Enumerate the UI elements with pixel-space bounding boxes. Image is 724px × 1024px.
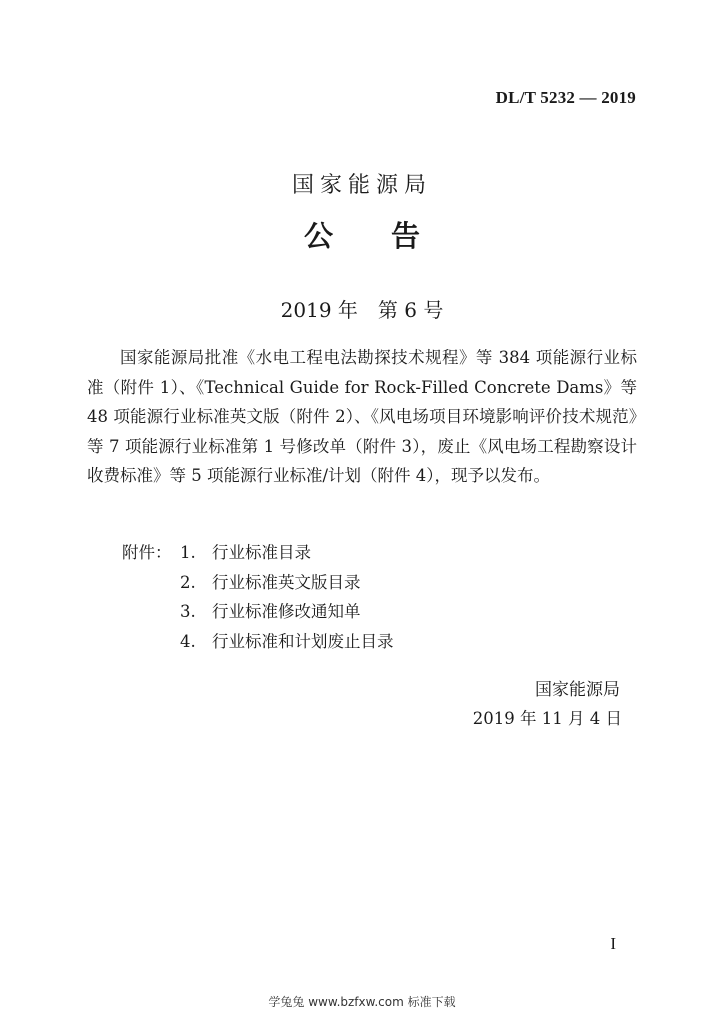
attachment-item [122, 597, 394, 627]
attachment-item [122, 568, 394, 598]
signature-date: 2019 年 11 月 4 日 [472, 709, 622, 728]
notice-title: 公告 [303, 219, 478, 253]
signature-organization: 国家能源局 [535, 680, 620, 700]
page-number: I [610, 934, 616, 953]
attachment-label: 附件： [122, 543, 172, 562]
attachment-text: 行业标准修改通知单 [212, 602, 361, 621]
attachment-list [122, 538, 394, 656]
attachment-number: 1. [180, 543, 196, 562]
issue-number: 2019 年 第 6 号 [280, 298, 444, 322]
attachment-text: 行业标准英文版目录 [212, 572, 361, 592]
attachment-text: 行业标准目录 [212, 543, 311, 562]
attachment-item [122, 538, 394, 568]
attachment-number: 2. [180, 572, 196, 592]
attachment-number: 4. [180, 631, 196, 651]
attachment-text: 行业标准和计划废止目录 [212, 631, 394, 651]
attachment-number: 3. [180, 602, 196, 621]
issuer-heading: 国家能源局 [291, 173, 432, 198]
standard-code: DL/T 5232 — 2019 [495, 88, 636, 107]
watermark-footer: 学兔兔 www.bzfxw.com 标准下载 [268, 995, 456, 1009]
attachment-item [122, 627, 394, 657]
notice-body: 国家能源局批准《水电工程电法勘探技术规程》等 384 项能源行业标准（附件 1）、《Technical Guide for Rock-Filled Concrete Dams》等 48 项能源行业标准英文版（附件 2）、《风电场项目环境影响评价技术规范》等 7 项能源行业标准第 1 号修改单（附件 3），废止《风电场工程勘察设计收费标准》等 5 项能源行业标准/计划（附件 4），现予以发布。 [87, 348, 637, 485]
